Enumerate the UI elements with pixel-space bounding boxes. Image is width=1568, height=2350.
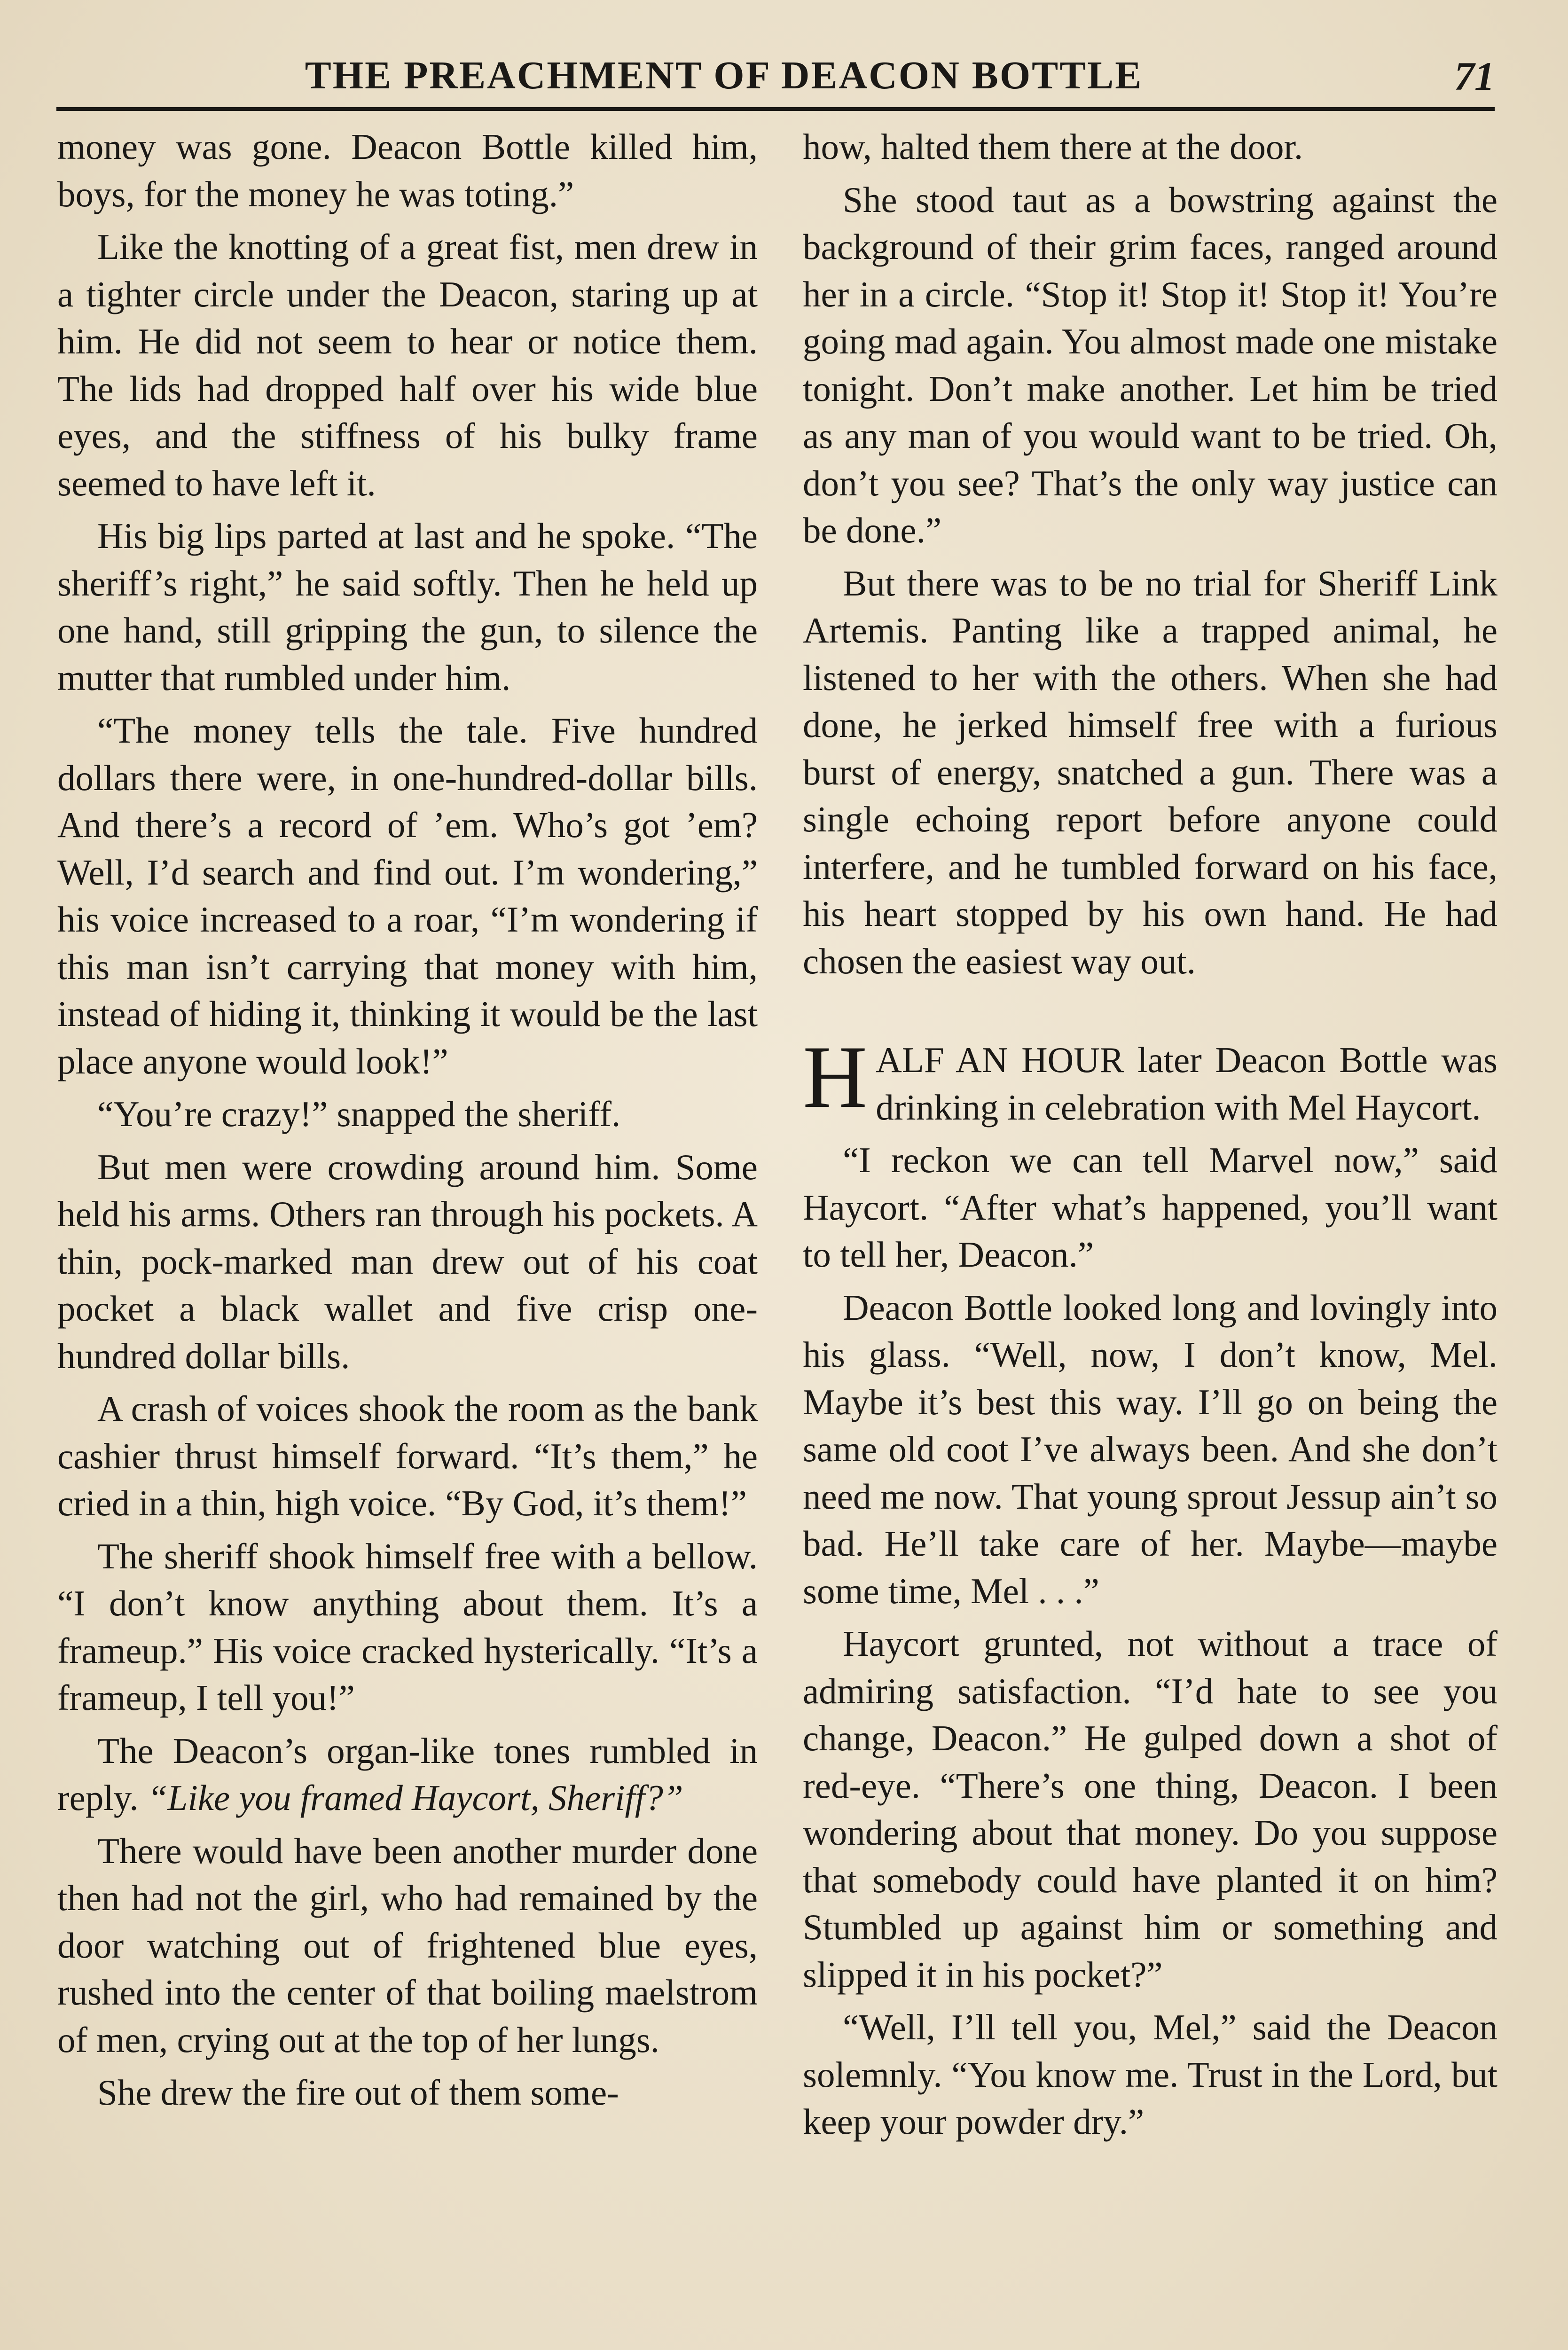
deacon-reply-intro: The Deacon’s organ-like tones rumbled in reply.: [57, 1730, 758, 1818]
paragraph: Haycort grunted, not without a trace of admiring satisfaction. “I’d hate to see you change, Deacon.” He gulped down a shot of red-eye. “There’s one thing, Deacon. I been wondering about that money. Do you suppose that somebody could have planted it on him? Stumbled up against him or something and slipped it in his pocket?”: [803, 1623, 1497, 1995]
paragraph: Deacon Bottle looked long and lovingly into his glass. “Well, now, I don’t know, Mel. Maybe it’s best this way. I’ll go on being the same old coot I’ve always been. And she don’t need me now. That young sprout Jessup ain’t so bad. He’ll take care of her. Maybe—maybe some time, Mel . . .”: [803, 1287, 1497, 1611]
paragraph: Like the knotting of a great fist, men drew in a tighter circle under the Deacon, staring up at him. He did not seem to hear or notice them. The lids had dropped half over his wide blue eyes, and the stiffness of his bulky frame seemed to have left it.: [57, 227, 758, 503]
paragraph: The sheriff shook himself free with a bellow. “I don’t know anything about them. It’s a frameup.” His voice cracked hysterically. “It’s a frameup, I tell you!”: [57, 1535, 758, 1718]
section-opening-paragraph: [803, 1028, 1497, 1131]
paragraph: But men were crowding around him. Some held his arms. Others ran through his pockets. A thin, pock-marked man drew out of his coat pocket a black wallet and five crisp one-hundred dollar bills.: [57, 1146, 758, 1376]
small-caps-lead: ALF AN HOUR: [876, 1040, 1124, 1080]
running-title: THE PREACHMENT OF DEACON BOTTLE: [305, 54, 1143, 97]
paragraph: “The money tells the tale. Five hundred dollars there were, in one-hundred-dollar bills. And there’s a record of ’em. Who’s got ’em? Well, I’d search and find out. I’m wondering,” his voice increased to a roar, “I’m wondering if this man isn’t carrying that money with him, instead of hiding it, thinking it would be the last place anyone would look!”: [57, 710, 758, 1081]
paragraph-deacon-reply: [57, 1727, 758, 1822]
paragraph: “I reckon we can tell Marvel now,” said Haycort. “After what’s happened, you’ll want to tell her, Deacon.”: [803, 1140, 1497, 1275]
drop-cap: H: [803, 1028, 868, 1127]
paragraph: “Well, I’ll tell you, Mel,” said the Deacon solemnly. “You know me. Trust in the Lord, but keep your powder dry.”: [803, 2007, 1497, 2142]
paragraph: She drew the fire out of them some-: [97, 2072, 619, 2113]
paragraph: money was gone. Deacon Bottle killed him, boys, for the money he was toting.”: [57, 126, 758, 214]
left-column: [57, 123, 758, 2122]
paragraph: She stood taut as a bowstring against the background of their grim faces, ranged around her in a circle. “Stop it! Stop it! Stop it! You’re going mad again. You almost made one mistake tonight. Don’t make another. Let him be tried as any man of you would want to be tried. Oh, don’t you see? That’s the only way justice can be done.”: [803, 179, 1497, 550]
paragraph: There would have been another murder done then had not the girl, who had remained by the door watching out of frightened blue eyes, rushed into the center of that boiling maelstrom of men, crying out at the top of her lungs.: [57, 1830, 758, 2060]
paragraph: “You’re crazy!” snapped the sheriff.: [97, 1094, 621, 1134]
paragraph: His big lips parted at last and he spoke. “The sheriff’s right,” he said softly. Then he held up one hand, still gripping the gun, to silence the mutter that rumbled under him.: [57, 516, 758, 698]
paragraph: But there was to be no trial for Sheriff Link Artemis. Panting like a trapped animal, he listened to her with the others. When she had done, he jerked himself free with a furious burst of energy, snatched a gun. There was a single echoing report before anyone could interfere, and he tumbled forward on his face, his heart stopped by his own hand. He had chosen the easiest way out.: [803, 563, 1497, 981]
paragraph: A crash of voices shook the room as the bank cashier thrust himself forward. “It’s them,” he cried in a thin, high voice. “By God, it’s them!”: [57, 1388, 758, 1523]
running-header: [56, 43, 1495, 114]
paragraph: how, halted them there at the door.: [803, 126, 1303, 167]
deacon-reply-quote: “Like you framed Haycort, Sheriff?”: [147, 1778, 683, 1818]
opening-text: later Deacon Bottle was drinking in celebration with Mel Haycort.: [876, 1040, 1497, 1128]
right-column: [803, 123, 1497, 2151]
header-rule: [56, 107, 1495, 111]
page-number: 71: [1454, 54, 1495, 99]
